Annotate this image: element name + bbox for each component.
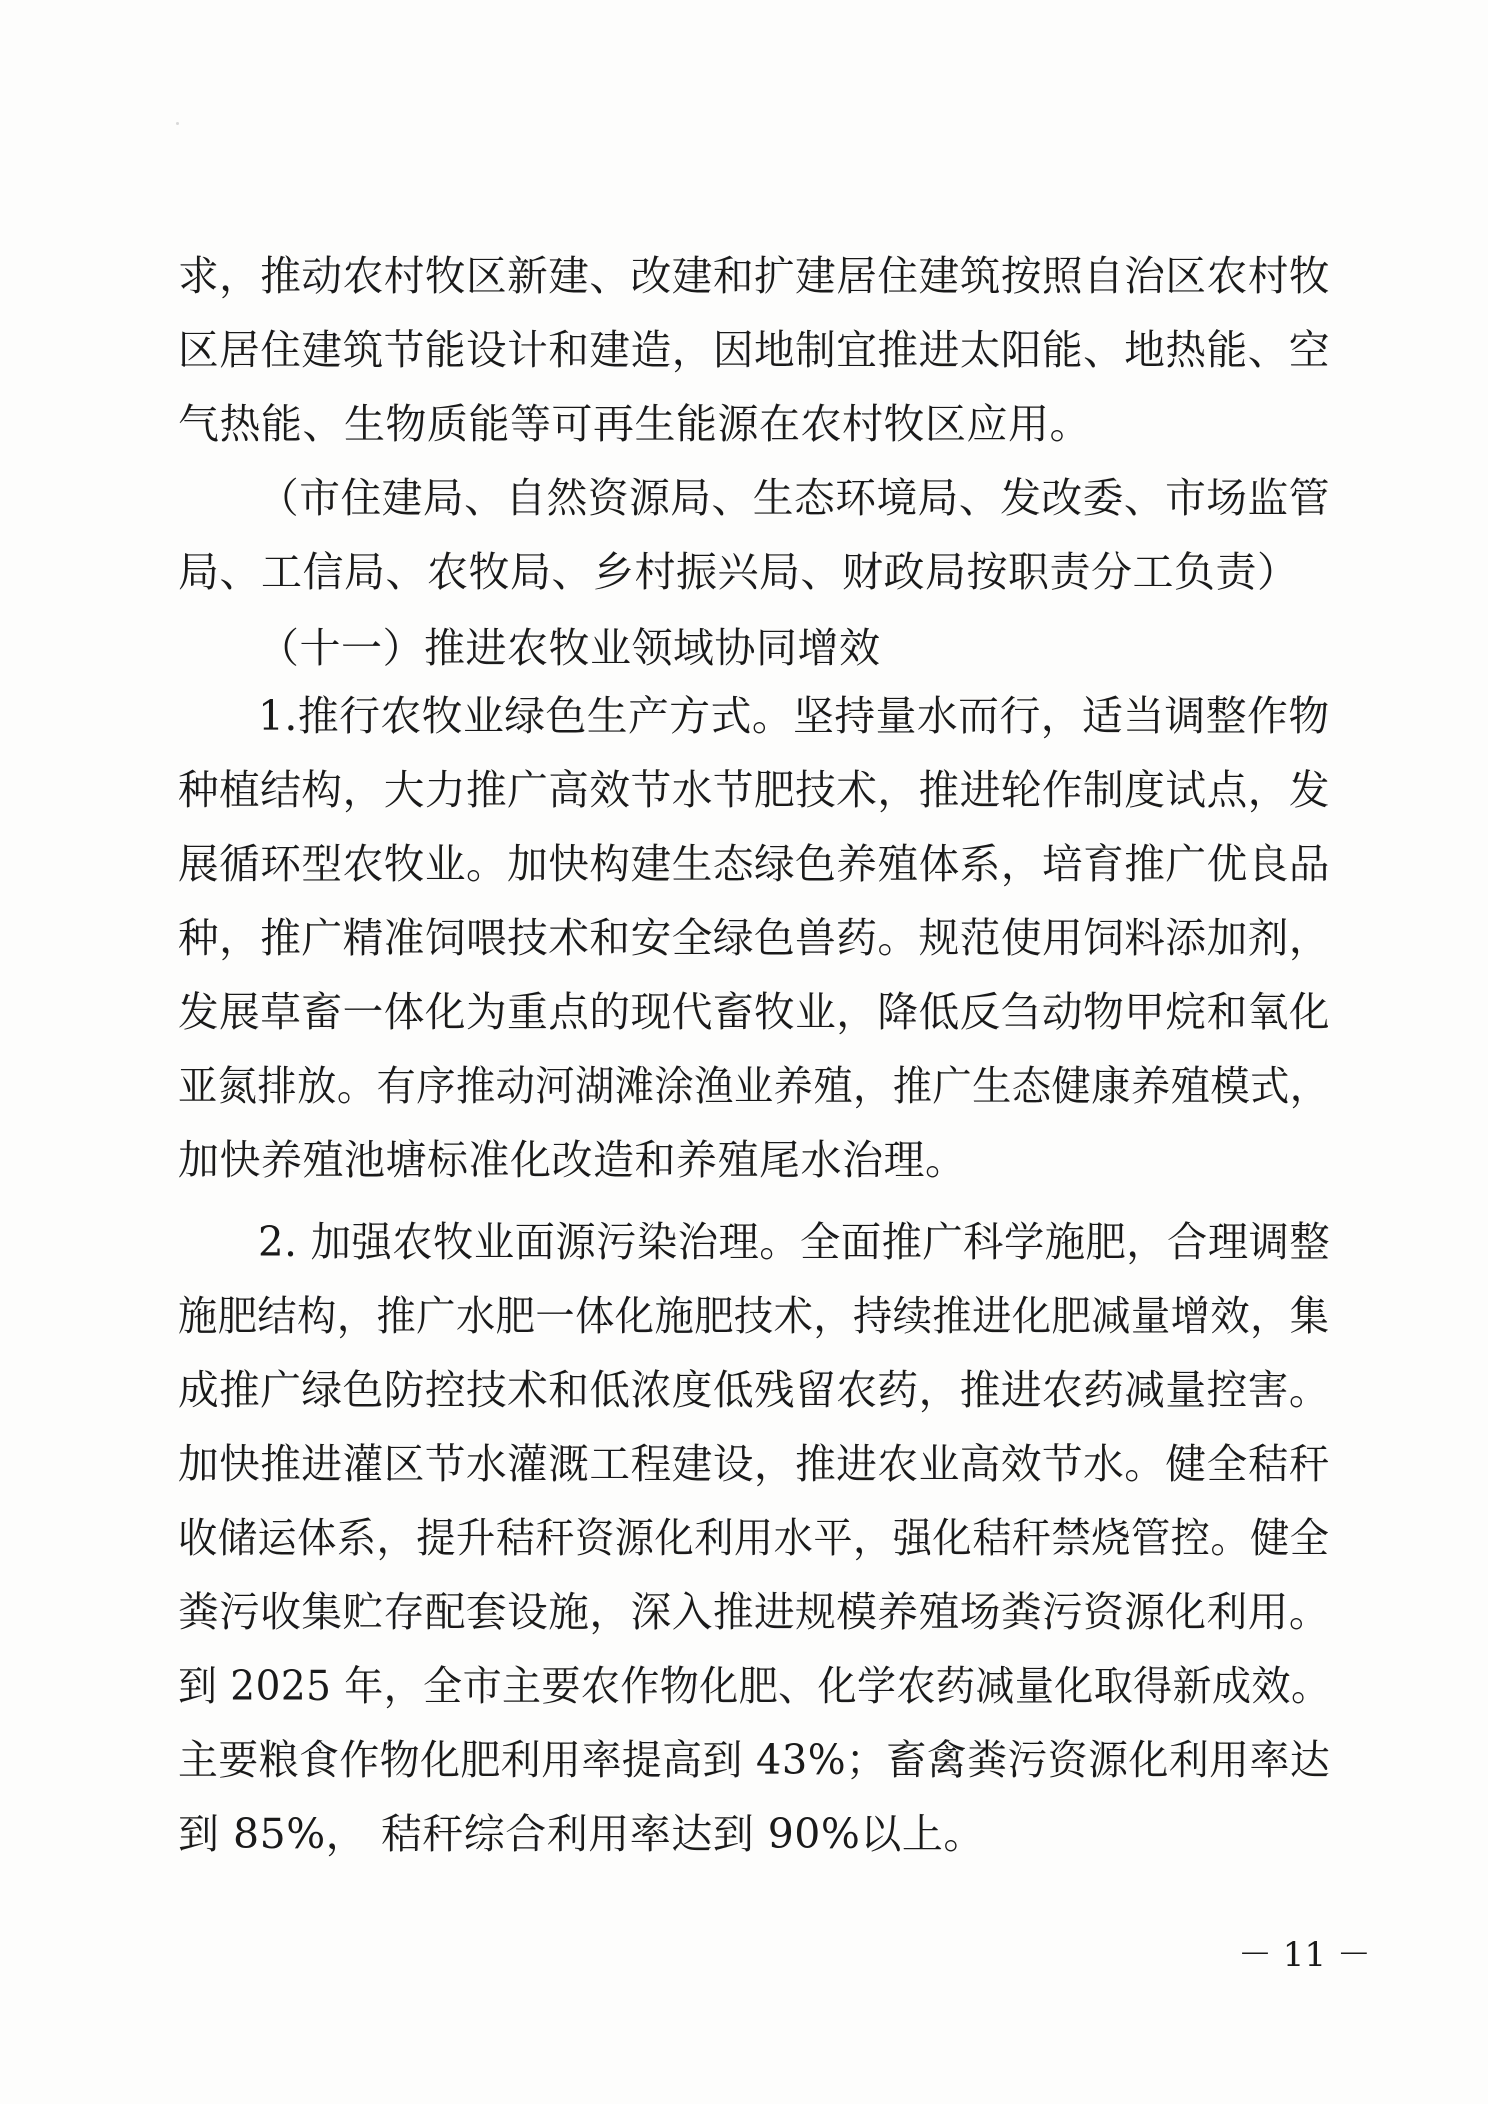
responsibility-note-line: （市住建局、自然资源局、生态环境局、发改委、市场监管: [258, 474, 1330, 522]
body-line: 加快推进灌区节水灌溉工程建设，推进农业高效节水。健全秸秆: [178, 1440, 1331, 1488]
body-line: 种，推广精准饲喂技术和安全绿色兽药。规范使用饲料添加剂，: [178, 914, 1331, 962]
body-line: 加快养殖池塘标准化改造和养殖尾水治理。: [178, 1136, 967, 1184]
body-line: 到 85%， 秸秆综合利用率达到 90%以上。: [178, 1810, 985, 1858]
body-line: 到 2025 年，全市主要农作物化肥、化学农药减量化取得新成效。: [178, 1662, 1331, 1710]
body-line: 1.推行农牧业绿色生产方式。坚持量水而行，适当调整作物: [258, 692, 1330, 740]
body-line: 亚氮排放。有序推动河湖滩涂渔业养殖，推广生态健康养殖模式，: [178, 1062, 1330, 1110]
body-line: 区居住建筑节能设计和建造，因地制宜推进太阳能、地热能、空: [178, 326, 1331, 374]
body-line: 粪污收集贮存配套设施，深入推进规模养殖场粪污资源化利用。: [178, 1588, 1331, 1636]
body-line: 种植结构，大力推广高效节水节肥技术，推进轮作制度试点，发: [178, 766, 1331, 814]
page-number: － 11 －: [1238, 1935, 1371, 1975]
body-line: 收储运体系，提升秸秆资源化利用水平，强化秸秆禁烧管控。健全: [178, 1514, 1330, 1562]
scan-speck: [176, 122, 179, 125]
body-line: 2. 加强农牧业面源污染治理。全面推广科学施肥，合理调整: [258, 1218, 1331, 1266]
body-line: 气热能、生物质能等可再生能源在农村牧区应用。: [178, 400, 1091, 448]
body-line: 成推广绿色防控技术和低浓度低残留农药，推进农药减量控害。: [178, 1366, 1331, 1414]
body-line: 发展草畜一体化为重点的现代畜牧业，降低反刍动物甲烷和氧化: [178, 988, 1331, 1036]
body-line: 展循环型农牧业。加快构建生态绿色养殖体系，培育推广优良品: [178, 840, 1331, 888]
responsibility-note-line: 局、工信局、农牧局、乡村振兴局、财政局按职责分工负责）: [178, 548, 1299, 596]
section-heading: （十一）推进农牧业领域协同增效: [258, 624, 881, 672]
body-line: 施肥结构，推广水肥一体化施肥技术，持续推进化肥减量增效，集: [178, 1292, 1330, 1340]
body-line: 主要粮食作物化肥利用率提高到 43%；畜禽粪污资源化利用率达: [178, 1736, 1331, 1784]
body-line: 求，推动农村牧区新建、改建和扩建居住建筑按照自治区农村牧: [178, 252, 1331, 300]
